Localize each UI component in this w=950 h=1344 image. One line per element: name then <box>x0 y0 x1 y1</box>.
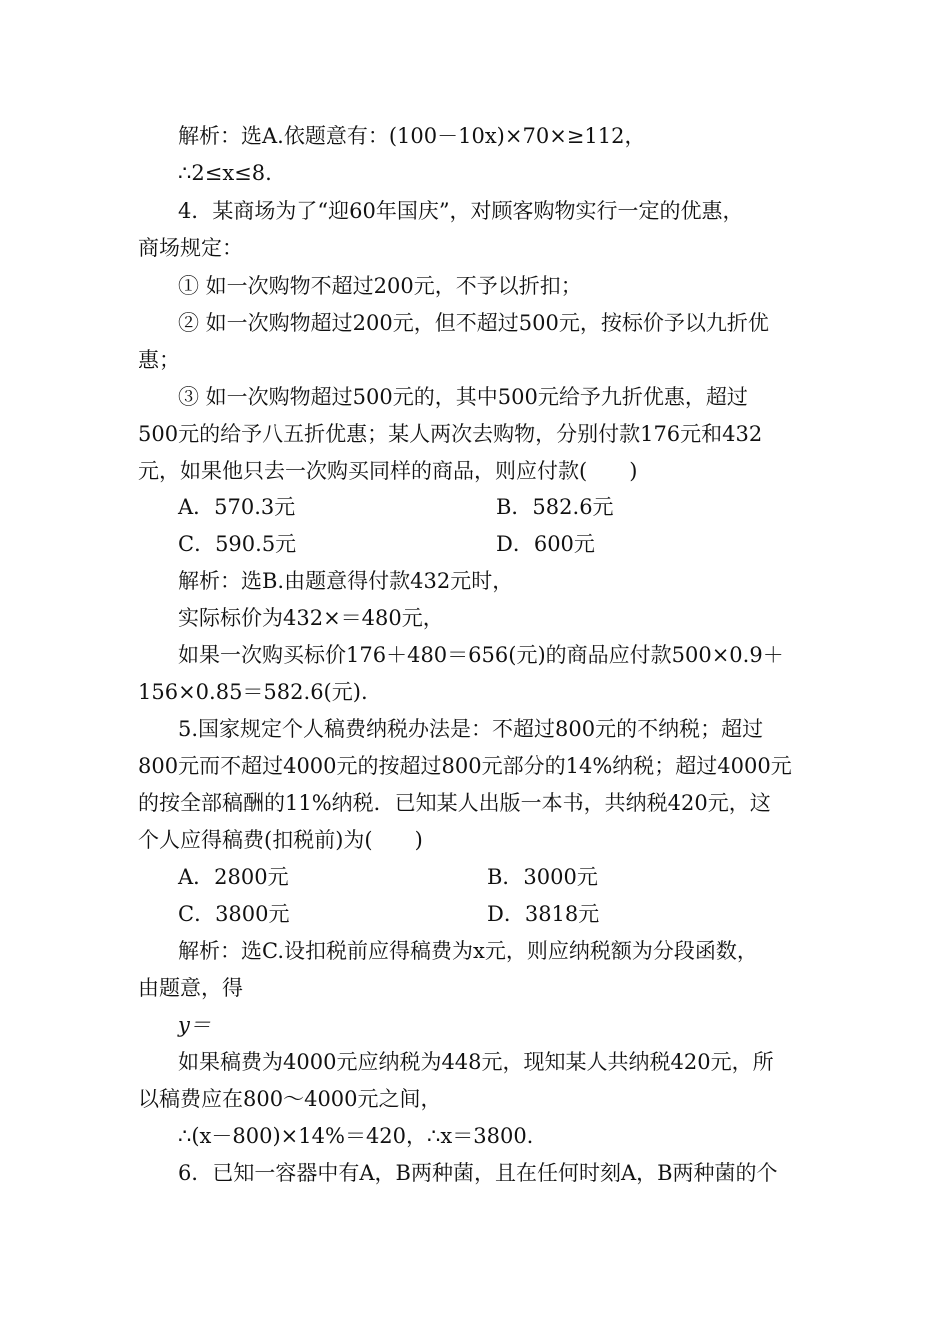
question-5-line-1: 5.国家规定个人稿费纳税办法是：不超过800元的不纳税；超过 <box>178 717 764 741</box>
question-4-line-2: 商场规定： <box>138 236 243 260</box>
solution-5-line-4: 以稿费应在800～4000元之间， <box>138 1087 442 1111</box>
question-4-option-c: C．590.5元 <box>178 532 297 556</box>
question-5-option-c: C．3800元 <box>178 902 290 926</box>
question-4-rule-3-cont-1: 500元的给予八五折优惠；某人两次去购物，分别付款176元和432 <box>138 422 763 446</box>
solution-5-line-2: 由题意，得 <box>138 976 243 1000</box>
question-5-option-b: B．3000元 <box>487 865 598 889</box>
question-4-rule-2-cont: 惠； <box>138 348 180 372</box>
question-5-line-2: 800元而不超过4000元的按超过800元部分的14%纳税；超过4000元 <box>138 754 792 778</box>
question-5-option-d: D．3818元 <box>487 902 600 926</box>
solution-5-line-1: 解析：选C.设扣税前应得稿费为x元，则应纳税额为分段函数， <box>178 939 758 963</box>
solution-3-line-2: ∴2≤x≤8. <box>178 161 272 185</box>
question-5-line-4: 个人应得稿费(扣税前)为( ) <box>138 828 423 852</box>
question-4-rule-3-cont-2: 元，如果他只去一次购买同样的商品，则应付款( ) <box>138 459 638 483</box>
solution-5-line-3: 如果稿费为4000元应纳税为448元，现知某人共纳税420元，所 <box>178 1050 774 1074</box>
question-4-option-a: A．570.3元 <box>178 495 296 519</box>
question-4-rule-3: ③ 如一次购物超过500元的，其中500元给予九折优惠，超过 <box>178 385 748 409</box>
question-5-option-a: A．2800元 <box>178 865 289 889</box>
question-5-line-3: 的按全部稿酬的11%纳税．已知某人出版一本书，共纳税420元，这 <box>138 791 771 815</box>
solution-4-line-3: 如果一次购买标价176＋480＝656(元)的商品应付款500×0.9＋ <box>178 643 784 667</box>
question-4-option-b: B．582.6元 <box>496 495 614 519</box>
solution-4-line-2: 实际标价为432×＝480元， <box>178 606 444 630</box>
solution-5-line-5: ∴(x－800)×14%＝420，∴x＝3800. <box>178 1124 534 1148</box>
solution-5-formula: y＝ <box>178 1013 211 1037</box>
solution-3-line-1: 解析：选A.依题意有：(100－10x)×70×≥112， <box>178 124 646 148</box>
solution-4-line-4: 156×0.85＝582.6(元). <box>138 680 368 704</box>
solution-4-line-1: 解析：选B.由题意得付款432元时， <box>178 569 514 593</box>
question-4-rule-2: ② 如一次购物超过200元，但不超过500元，按标价予以九折优 <box>178 311 769 335</box>
question-6-line-1: 6．已知一容器中有A，B两种菌，且在任何时刻A，B两种菌的个 <box>178 1161 778 1185</box>
question-4-line-1: 4．某商场为了“迎60年国庆”，对顾客购物实行一定的优惠， <box>178 199 744 223</box>
question-4-rule-1: ① 如一次购物不超过200元，不予以折扣； <box>178 274 582 298</box>
question-4-option-d: D．600元 <box>496 532 595 556</box>
